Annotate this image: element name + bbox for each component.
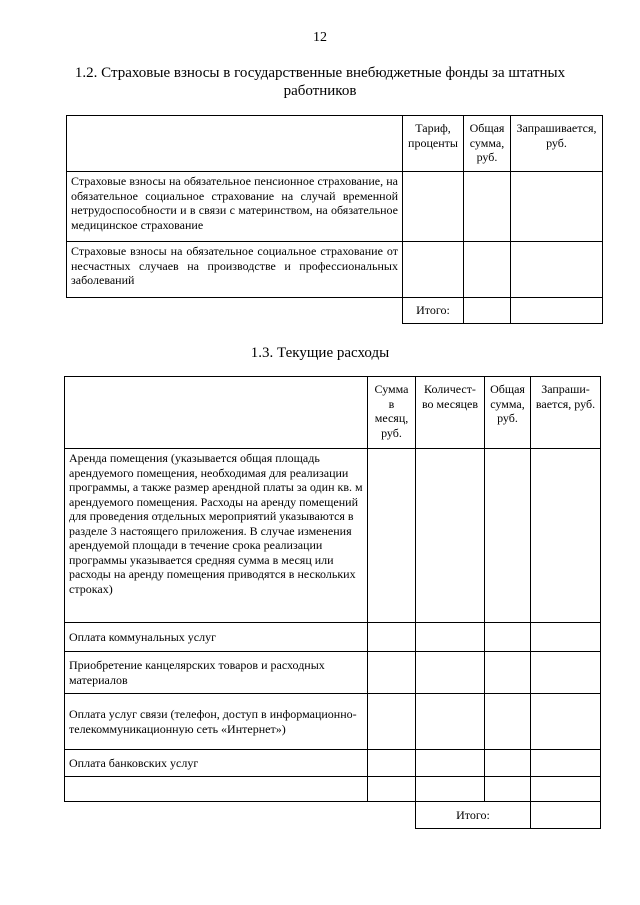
insurance-contributions-table <box>66 115 603 324</box>
section-1-3-title: 1.3. Текущие расходы <box>250 345 390 361</box>
row-cell-months-count[interactable] <box>416 623 485 652</box>
header-cell-description <box>67 116 403 172</box>
header-cell-description <box>65 377 368 449</box>
table-header-row <box>65 377 601 449</box>
page-number: 12 <box>313 30 327 45</box>
total-cell-total[interactable] <box>464 298 511 324</box>
header-cell-months-count: Количест-во месяцев <box>416 377 485 449</box>
row-cell-requested[interactable] <box>531 623 601 652</box>
header-cell-tariff: Тариф, проценты <box>403 116 464 172</box>
row-description: Оплата услуг связи (телефон, доступ в информационно-телекоммуникационную сеть «Интернет») <box>65 694 368 750</box>
row-cell-monthly-sum[interactable] <box>368 623 416 652</box>
row-cell-requested[interactable] <box>511 242 603 298</box>
section-1-2-title-line2: работников <box>283 83 357 99</box>
row-cell-tariff[interactable] <box>403 172 464 242</box>
row-cell-total[interactable] <box>485 449 531 623</box>
row-cell-total[interactable] <box>485 652 531 694</box>
row-cell-monthly-sum[interactable] <box>368 652 416 694</box>
header-cell-monthly-sum: Сумма в месяц, руб. <box>368 377 416 449</box>
total-spacer <box>65 802 368 829</box>
row-cell-requested[interactable] <box>511 172 603 242</box>
row-cell-total[interactable] <box>485 777 531 802</box>
row-cell-total[interactable] <box>485 694 531 750</box>
header-cell-requested: Запрашивается, руб. <box>511 116 603 172</box>
row-cell-monthly-sum[interactable] <box>368 449 416 623</box>
section-1-2-title-line1: 1.2. Страховые взносы в государственные внебюджетные фонды за штатных <box>74 65 566 81</box>
row-cell-requested[interactable] <box>531 694 601 750</box>
total-label: Итого: <box>416 802 531 829</box>
header-cell-total: Общая сумма, руб. <box>485 377 531 449</box>
total-spacer <box>67 298 403 324</box>
header-cell-requested: Запраши-вается, руб. <box>531 377 601 449</box>
header-cell-total: Общая сумма, руб. <box>464 116 511 172</box>
row-cell-months-count[interactable] <box>416 652 485 694</box>
section-1-2-title <box>0 64 640 100</box>
table-row <box>65 750 601 777</box>
row-description: Страховые взносы на обязательное социальное страхование от несчастных случаев на производстве и профессиональных заболеваний <box>67 242 403 298</box>
row-description: Страховые взносы на обязательное пенсионное страхование, на обязательное социальное страхование на случай временной нетрудоспособности и в связи с материнством, на обязательное медицинское страхование <box>67 172 403 242</box>
row-cell-requested[interactable] <box>531 750 601 777</box>
row-cell-tariff[interactable] <box>403 242 464 298</box>
total-row <box>67 298 603 324</box>
total-cell-requested[interactable] <box>531 802 601 829</box>
row-cell-months-count[interactable] <box>416 777 485 802</box>
row-cell-monthly-sum[interactable] <box>368 694 416 750</box>
row-cell-months-count[interactable] <box>416 694 485 750</box>
table-row <box>65 449 601 623</box>
row-cell-requested[interactable] <box>531 449 601 623</box>
table-row <box>65 623 601 652</box>
table-row <box>67 242 603 298</box>
row-cell-total[interactable] <box>485 623 531 652</box>
table-row <box>65 777 601 802</box>
row-cell-requested[interactable] <box>531 777 601 802</box>
row-cell-months-count[interactable] <box>416 449 485 623</box>
row-cell-monthly-sum[interactable] <box>368 750 416 777</box>
row-description[interactable] <box>65 777 368 802</box>
table-row <box>65 694 601 750</box>
row-description: Приобретение канцелярских товаров и расходных материалов <box>65 652 368 694</box>
row-cell-total[interactable] <box>464 172 511 242</box>
total-spacer <box>368 802 416 829</box>
total-cell-requested[interactable] <box>511 298 603 324</box>
table-row <box>65 652 601 694</box>
total-label: Итого: <box>403 298 464 324</box>
row-cell-monthly-sum[interactable] <box>368 777 416 802</box>
row-cell-total[interactable] <box>485 750 531 777</box>
row-description: Оплата банковских услуг <box>65 750 368 777</box>
row-cell-months-count[interactable] <box>416 750 485 777</box>
row-description: Аренда помещения (указывается общая площадь арендуемого помещения, необходимая для реализации программы, а также размер арендной платы за один кв. м арендуемого помещения. Расходы на аренду помещений для проведения отдельных мероприятий указываются в разделе 3 настоящего приложения. В случае изменения арендуемой площади в течение срока реализации программы указывается средняя сумма в месяц или расходы на аренду помещения приводятся в нескольких строках) <box>65 449 368 623</box>
total-row <box>65 802 601 829</box>
row-description: Оплата коммунальных услуг <box>65 623 368 652</box>
table-header-row <box>67 116 603 172</box>
table-row <box>67 172 603 242</box>
row-cell-requested[interactable] <box>531 652 601 694</box>
current-expenses-table <box>64 376 601 829</box>
row-cell-total[interactable] <box>464 242 511 298</box>
